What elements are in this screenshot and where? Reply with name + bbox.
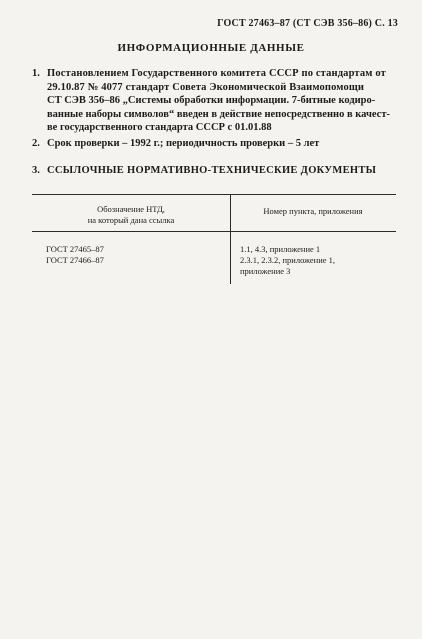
- text-line: ванные наборы символов“ введен в действие непосредственно в качест-: [47, 108, 390, 120]
- clause-ref: 2.3.1, 2.3.2, приложение 1,: [240, 255, 336, 265]
- header-line: на который дана ссылка: [87, 215, 175, 225]
- info-item-1: [32, 67, 396, 133]
- references-table: [32, 194, 396, 284]
- table-cell-clauses: [240, 244, 335, 277]
- clause-ref: приложение 3: [240, 266, 291, 276]
- table-cell-documents: [46, 244, 104, 266]
- page-header: ГОСТ 27463–87 (СТ СЭВ 356–86) С. 13: [217, 18, 398, 29]
- text-line: Постановлением Государственного комитета СССР по стандартам от: [47, 68, 386, 79]
- item-text: Срок проверки – 1992 г.; периодичность проверки – 5 лет: [47, 138, 320, 149]
- page-title: ИНФОРМАЦИОННЫЕ ДАННЫЕ: [117, 42, 305, 54]
- clause-ref: 1.1, 4.3, приложение 1: [240, 244, 321, 254]
- text-line: СТ СЭВ 356–86 „Системы обработки информации. 7-битные кодиро-: [47, 95, 376, 106]
- section-heading: ССЫЛОЧНЫЕ НОРМАТИВНО-ТЕХНИЧЕСКИЕ ДОКУМЕНТЫ: [47, 165, 377, 176]
- item-number: 1.: [32, 68, 40, 79]
- text-line: 29.10.87 № 4077 стандарт Совета Экономической Взаимопомощи: [47, 81, 365, 93]
- item-number: 3.: [32, 165, 40, 176]
- text-line: ве государственного стандарта СССР с 01.01.88: [47, 122, 272, 133]
- column-header-document: [32, 204, 230, 226]
- info-item-3: [32, 164, 396, 178]
- item-text: [47, 67, 390, 135]
- document-ref: ГОСТ 27465–87: [46, 244, 104, 254]
- header-line: Обозначение НТД,: [97, 204, 165, 214]
- info-item-2: [32, 137, 396, 151]
- document-ref: ГОСТ 27466–87: [46, 255, 104, 265]
- table-top-rule: [32, 194, 396, 195]
- table-header-rule: [32, 231, 396, 232]
- item-number: 2.: [32, 138, 40, 149]
- column-header-clause: Номер пункта, приложения: [263, 206, 363, 216]
